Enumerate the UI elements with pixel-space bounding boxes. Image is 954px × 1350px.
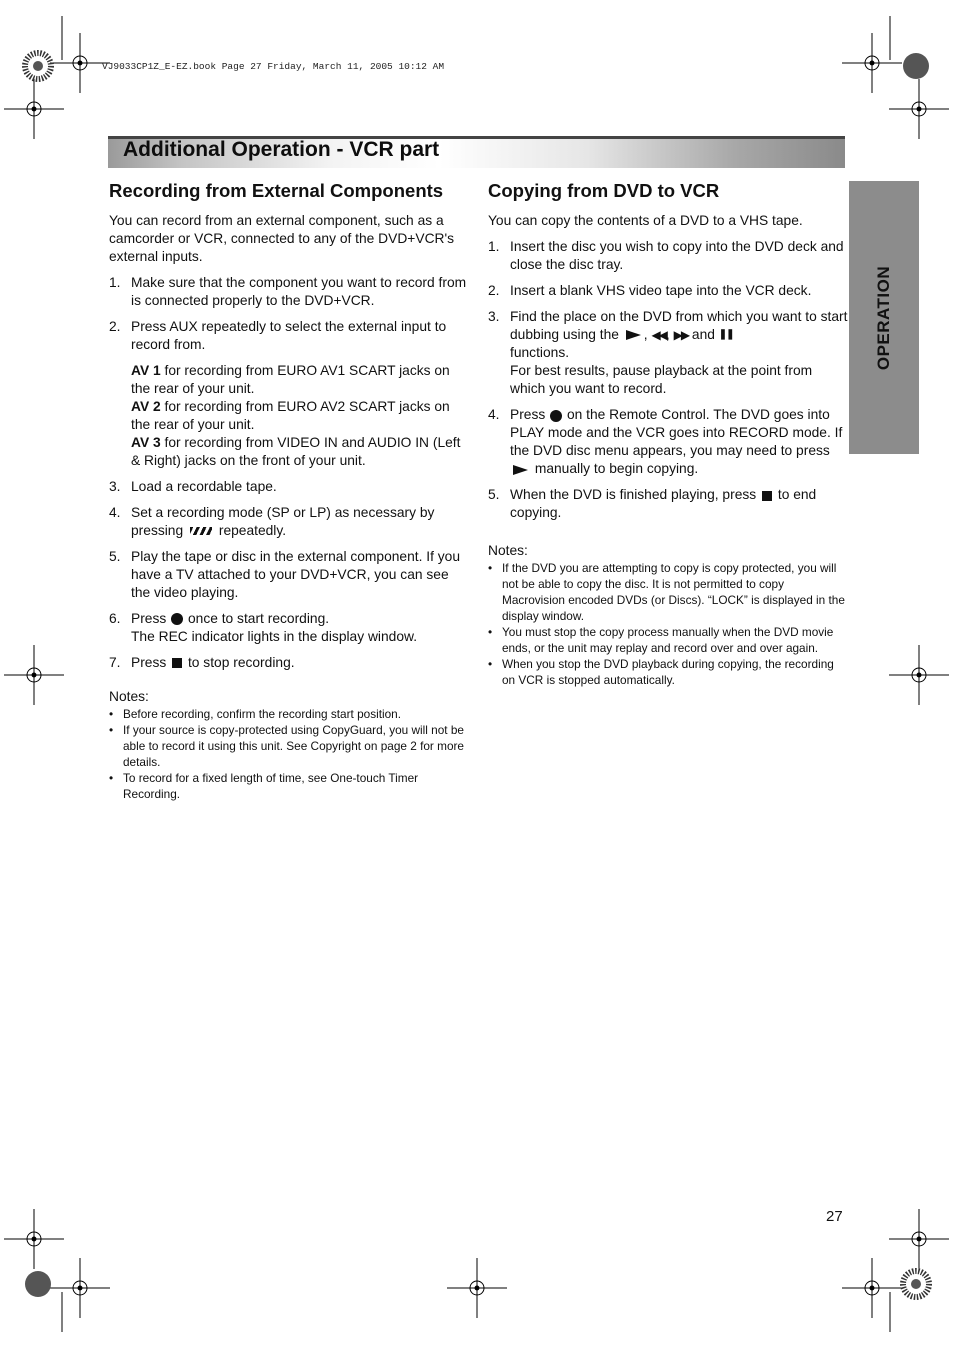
section-tab	[849, 181, 919, 454]
note-item: • If your source is copy-protected using CopyGuard, you will not be able to record it using this unit. See Copyright on page 2 for more details.	[109, 722, 469, 770]
step-item	[488, 282, 848, 300]
step-item	[109, 478, 469, 496]
step-number: 2.	[109, 319, 121, 334]
av-option	[131, 362, 469, 398]
notes-list	[488, 560, 848, 688]
step-text: Press AUX repeatedly to select the external input to record from.	[131, 319, 447, 352]
av-option	[131, 398, 469, 434]
step-text: Press	[510, 407, 546, 423]
print-slug: VJ9033CP1Z_E-EZ.book Page 27 Friday, March 11, 2005 10:12 AM	[102, 61, 445, 72]
note-item: • When you stop the DVD playback during copying, the recording on VCR is stopped automatically.	[488, 656, 848, 688]
av-label: AV 3	[131, 435, 161, 450]
step-number: 1.	[488, 239, 500, 254]
av-text: for recording from EURO AV2 SCART jacks on the rear of your unit.	[131, 399, 450, 432]
step-text: Insert a blank VHS video tape into the VCR deck.	[510, 283, 812, 298]
play-icon	[626, 330, 641, 340]
av-text: for recording from VIDEO IN and AUDIO IN (Left & Right) jacks on the front of your unit.	[131, 435, 461, 468]
av-options	[131, 362, 469, 470]
step-item	[109, 654, 469, 672]
step-text: Insert the disc you wish to copy into the DVD deck and close the disc tray.	[510, 239, 844, 272]
left-column	[109, 180, 469, 802]
step-text: Make sure that the component you want to record from is connected properly to the DVD+VCR.	[131, 275, 467, 308]
step-item	[109, 318, 469, 470]
note-item: • Before recording, confirm the recording start position.	[109, 706, 469, 722]
section-heading: Copying from DVD to VCR	[488, 180, 720, 201]
av-label: AV 1	[131, 363, 161, 378]
gray-target	[895, 45, 937, 87]
av-text: for recording from EURO AV1 SCART jacks on the rear of your unit.	[131, 363, 450, 396]
page-number: 27	[826, 1208, 843, 1225]
step-text: When the DVD is finished playing, press	[510, 487, 757, 503]
note-item: • You must stop the copy process manually when the DVD movie ends, or the unit may replay and record over and over again.	[488, 624, 848, 656]
av-option	[131, 434, 469, 470]
pause-icon: ❚❚	[718, 329, 734, 341]
step-text: and	[691, 327, 715, 342]
step-item	[488, 406, 848, 478]
section-heading: Recording from External Components	[109, 180, 444, 201]
note-item: • If the DVD you are attempting to copy is copy protected, you will not be able to copy the disc. It is not permitted to copy Macrovision encoded DVDs (or Discs). “LOCK” is displayed in the display window.	[488, 560, 848, 624]
step-text: Play the tape or disc in the external component. If you have a TV attached to your DVD+VCR, you can see the video playing.	[131, 549, 461, 600]
page-title: Additional Operation - VCR part	[123, 138, 440, 161]
step-number: 2.	[488, 283, 500, 298]
step-text: The REC indicator lights in the display window.	[131, 629, 418, 644]
step-text: functions.	[510, 345, 570, 361]
step-text: on the Remote Control. The DVD goes into PLAY mode and the VCR goes into RECORD mode. If the DVD disc menu appears, you may need to press	[510, 407, 843, 459]
stop-icon	[762, 491, 772, 501]
step-item	[488, 238, 848, 274]
step-item	[109, 504, 469, 540]
step-text: Press	[131, 611, 167, 626]
step-item	[109, 548, 469, 602]
record-icon	[171, 613, 183, 625]
step-item	[109, 274, 469, 310]
right-column	[488, 180, 848, 688]
step-text: Load a recordable tape.	[131, 479, 277, 494]
stop-icon	[172, 658, 182, 668]
step-number: 3.	[488, 309, 500, 324]
step-list	[488, 238, 848, 522]
av-label: AV 2	[131, 399, 161, 414]
note-item: • To record for a fixed length of time, see One-touch Timer Recording.	[109, 770, 469, 802]
step-text: to stop recording.	[187, 655, 295, 670]
step-text: Find the place on the DVD from which you want to start dubbing using the	[510, 309, 848, 342]
step-number: 1.	[109, 275, 121, 290]
step-number: 5.	[488, 487, 500, 503]
step-text: manually to begin copying.	[534, 461, 699, 477]
speed-button-icon	[190, 527, 212, 535]
color-target	[895, 1263, 937, 1305]
gray-target	[17, 1263, 59, 1305]
step-item	[109, 610, 469, 646]
step-item: 3. Find the place on the DVD from which you want to start dubbing using the , ◀◀, ▶▶ and ❚❚ functions. For best results, pause playback at the point from which you want to record.	[488, 309, 848, 397]
step-number: 6.	[109, 611, 121, 626]
intro-text: You can copy the contents of a DVD to a VHS tape.	[488, 213, 803, 228]
step-number: 7.	[109, 655, 121, 670]
fast-forward-icon: ▶▶	[673, 328, 689, 343]
step-text: Set a recording mode (SP or LP) as necessary by pressing	[131, 505, 435, 538]
step-number: 4.	[109, 505, 121, 520]
step-text: once to start recording.	[187, 611, 330, 626]
step-list	[109, 274, 469, 672]
step-number: 5.	[109, 549, 121, 564]
step-text: For best results, pause playback at the point from which you want to record.	[510, 363, 813, 397]
color-target	[17, 45, 59, 87]
notes-heading: Notes:	[488, 543, 528, 559]
step-number: 3.	[109, 479, 121, 494]
section-tab-label: OPERATION	[874, 265, 893, 370]
notes-list	[109, 706, 469, 802]
step-text: Press	[131, 655, 167, 670]
play-icon	[513, 465, 528, 475]
step-text: repeatedly.	[218, 523, 287, 538]
rewind-icon: ◀◀	[651, 328, 666, 343]
step-item	[488, 486, 848, 522]
record-icon	[550, 410, 562, 422]
intro-text: You can record from an external component, such as a camcorder or VCR, connected to any of the DVD+VCR's external inputs.	[109, 213, 455, 264]
notes-heading: Notes:	[109, 689, 149, 704]
step-number: 4.	[488, 407, 500, 423]
step-text: to end copying.	[510, 487, 817, 521]
